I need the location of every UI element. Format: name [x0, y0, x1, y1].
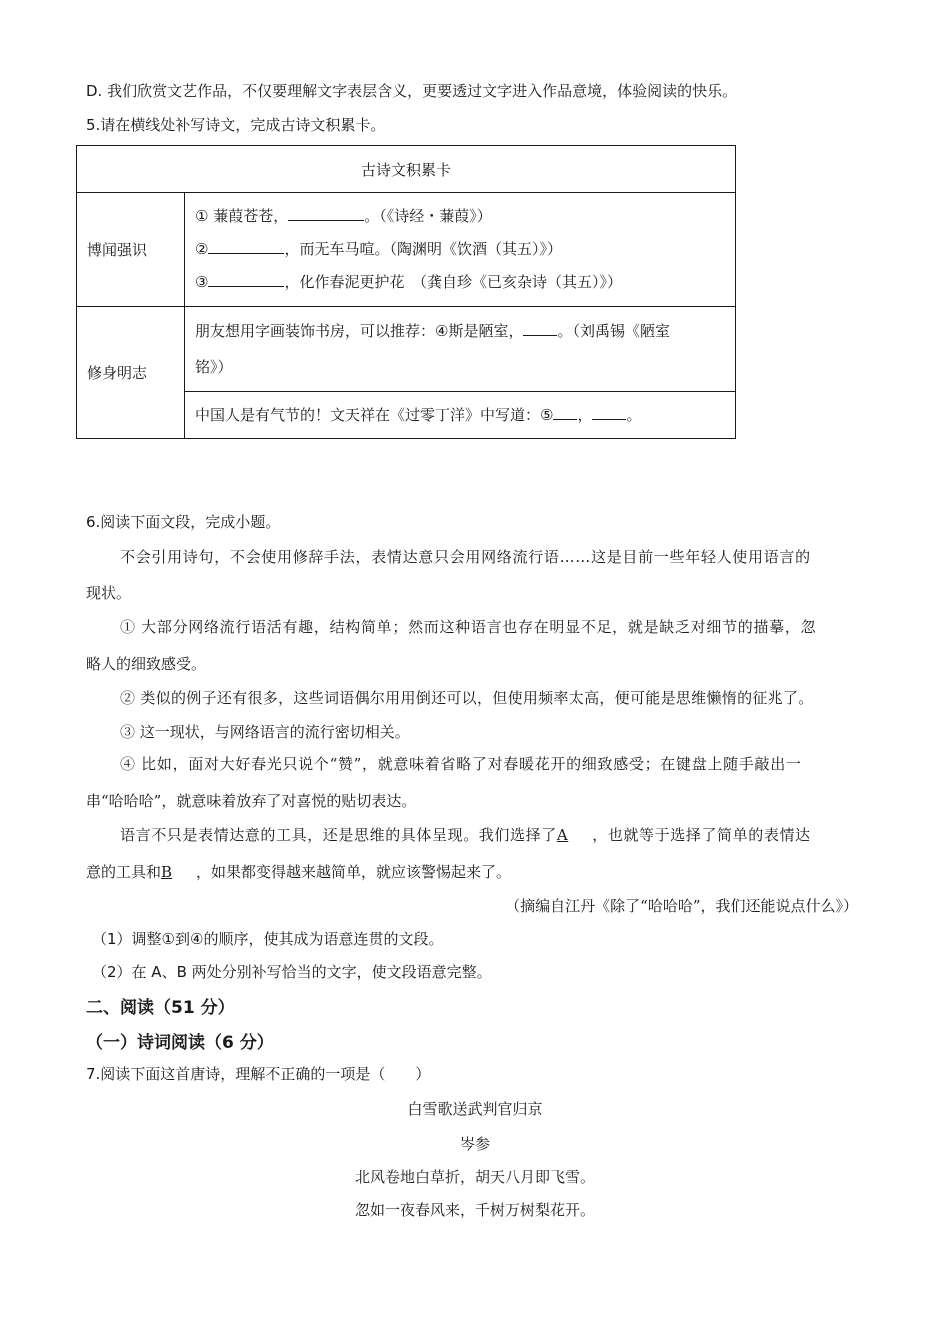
- passage-last-line2: 意的工具和B ，如果都变得越来越简单，就应该警惕起来了。: [86, 863, 512, 881]
- card-line-2: ② ，而无车马喧。（陶渊明《饮酒（其五）》）: [195, 240, 562, 258]
- poem-line-1: 北风卷地白草折，胡天八月即飞雪。: [354, 1168, 595, 1186]
- fill-blank-3[interactable]: [208, 272, 284, 287]
- passage-intro-line1: 不会引用诗句，不会使用修辞手法，表情达意只会用网络流行语……这是目前一些年轻人使用语言的: [120, 548, 811, 566]
- card-line-5: 中国人是有气节的！文天祥在《过零丁洋》中写道：⑤ ， 。: [195, 405, 642, 424]
- fill-blank-2[interactable]: [208, 239, 284, 254]
- passage-intro-line2: 现状。: [86, 584, 132, 602]
- sentence-4-line2: 串“哈哈哈”，就意味着放弃了对喜悦的贴切表达。: [86, 792, 417, 810]
- section-label-character: 修身明志: [77, 307, 185, 439]
- poem-author: 岑参: [459, 1135, 490, 1153]
- card-line-4-cont: 铭》）: [195, 358, 233, 376]
- blank-a[interactable]: A: [556, 826, 569, 844]
- poetry-card-table: [76, 145, 736, 439]
- poem-line-2: 忽如一夜春风来，千树万树梨花开。: [354, 1201, 595, 1219]
- sentence-1-line1: ① 大部分网络流行语活有趣，结构简单；然而这种语言也存在明显不足，就是缺乏对细节的描摹，忽: [120, 618, 817, 636]
- fill-blank-4[interactable]: [523, 321, 557, 336]
- fill-blank-1[interactable]: [288, 206, 364, 221]
- sentence-1-line2: 略人的细致感受。: [86, 655, 207, 673]
- card-line-1: ① 蒹葭苍苍， 。（《诗经・蒹葭》）: [195, 207, 492, 225]
- sentence-3: ③ 这一现状，与网络语言的流行密切相关。: [120, 723, 410, 741]
- option-d: D. 我们欣赏文艺作品，不仅要理解文字表层含义，更要透过文字进入作品意境，体验阅读的快乐。: [86, 82, 738, 100]
- fill-blank-5a[interactable]: [553, 405, 577, 420]
- section-label-knowledge: 博闻强识: [77, 193, 185, 307]
- part-2-heading: 二、阅读（51 分）: [86, 998, 235, 1018]
- fill-blank-5b[interactable]: [592, 405, 626, 420]
- q5-prompt: 5.请在横线处补写诗文，完成古诗文积累卡。: [86, 116, 386, 134]
- card-line-4: 朋友想用字画装饰书房，可以推荐：④斯是陋室， 。（刘禹锡《陋室: [195, 322, 670, 340]
- q6-prompt: 6.阅读下面文段，完成小题。: [86, 513, 281, 531]
- blank-b[interactable]: B: [161, 863, 173, 881]
- sentence-2: ② 类似的例子还有很多，这些词语偶尔用用倒还可以，但使用频率太高，便可能是思维懒惰的征兆了。: [120, 689, 814, 707]
- part-2-subheading: （一）诗词阅读（6 分）: [86, 1033, 274, 1053]
- poem-title: 白雪歌送武判官归京: [407, 1100, 543, 1118]
- q6-sub-question-1: （1）调整①到④的顺序，使其成为语意连贯的文段。: [92, 930, 444, 948]
- card-line-3: ③ ，化作春泥更护花 （龚自珍《已亥杂诗（其五）》）: [195, 273, 622, 291]
- q6-sub-question-2: （2）在 A、B 两处分别补写恰当的文字，使文段语意完整。: [92, 963, 492, 981]
- sentence-4-line1: ④ 比如，面对大好春光只说个“赞”，就意味着省略了对春暖花开的细致感受；在键盘上随手敲出一: [120, 755, 802, 773]
- card-title: 古诗文积累卡: [77, 146, 736, 193]
- q7-prompt: 7.阅读下面这首唐诗，理解不正确的一项是（ ）: [86, 1065, 431, 1083]
- passage-source: （摘编自江丹《除了“哈哈哈”，我们还能说点什么》）: [505, 897, 858, 915]
- passage-last-line1: 语言不只是表情达意的工具，还是思维的具体呈现。我们选择了A ，也就等于选择了简单的表情达: [120, 826, 811, 844]
